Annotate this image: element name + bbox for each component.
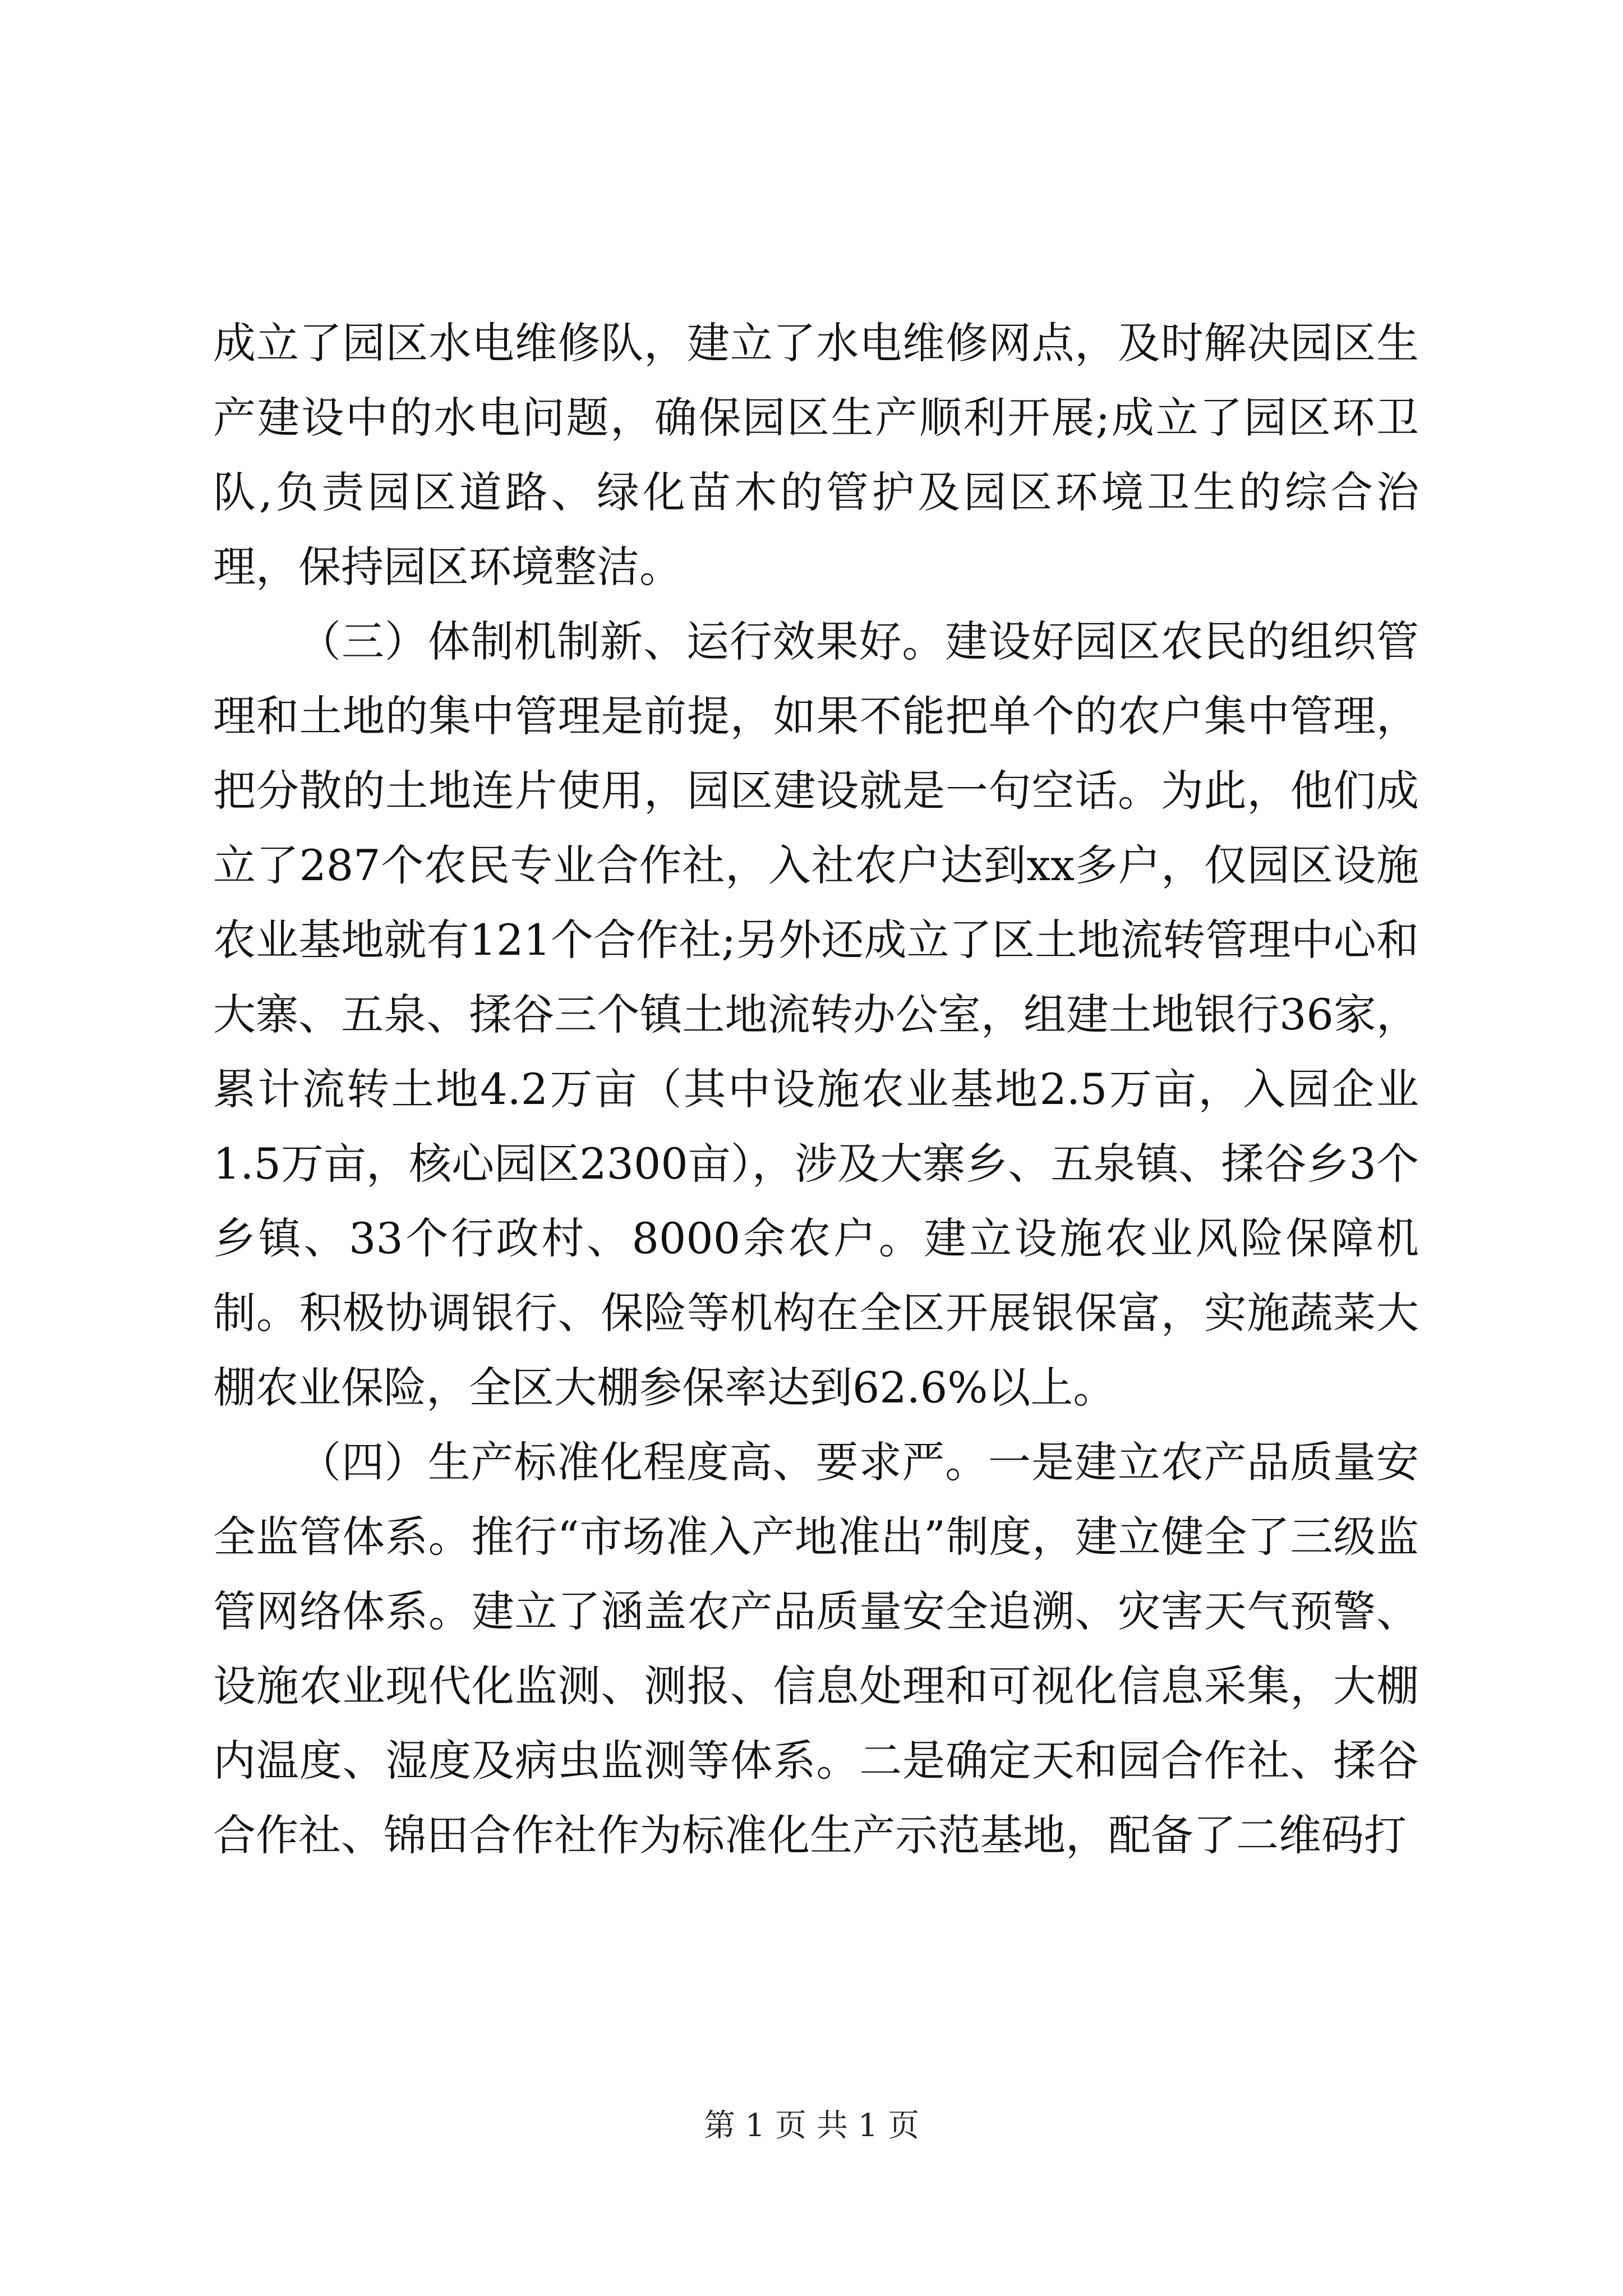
page-footer [0,2106,1623,2146]
page-number-label: 第 1 页 共 1 页 [703,2108,920,2144]
paragraph-section-three: （三）体制机制新、运行效果好。建设好园区农民的组织管理和土地的集中管理是前提，如果不能把单个的农户集中管理，把分散的土地连片使用，园区建设就是一句空话。为此，他们成立了287个农民专业合作社，入社农户达到xx多户，仅园区设施农业基地就有121个合作社;另外还成立了区土地流转管理中心和大寨、五泉、揉谷三个镇土地流转办公室，组建土地银行36家，累计流转土地4.2万亩（其中设施农业基地2.5万亩，入园企业1.5万亩，核心园区2300亩），涉及大寨乡、五泉镇、揉谷乡3个乡镇、33个行政村、8000余农户。建立设施农业风险保障机制。积极协调银行、保险等机构在全区开展银保富，实施蔬菜大棚农业保险，全区大棚参保率达到62.6%以上。 [213,616,1419,1412]
paragraph-section-four: （四）生产标准化程度高、要求严。一是建立农产品质量安全监管体系。推行“市场准入产地准出”制度，建立健全了三级监管网络体系。建立了涵盖农产品质量安全追溯、灾害天气预警、设施农业现代化监测、测报、信息处理和可视化信息采集，大棚内温度、湿度及病虫监测等体系。二是确定天和园合作社、揉谷合作社、锦田合作社作为标准化生产示范基地，配备了二维码打 [213,1437,1419,1860]
paragraph-continuation: 成立了园区水电维修队，建立了水电维修网点，及时解决园区生产建设中的水电问题，确保园区生产顺利开展;成立了园区环卫队,负责园区道路、绿化苗木的管护及园区环境卫生的综合治理，保持园区环境整洁。 [213,318,1419,592]
document-body [213,306,1419,1872]
